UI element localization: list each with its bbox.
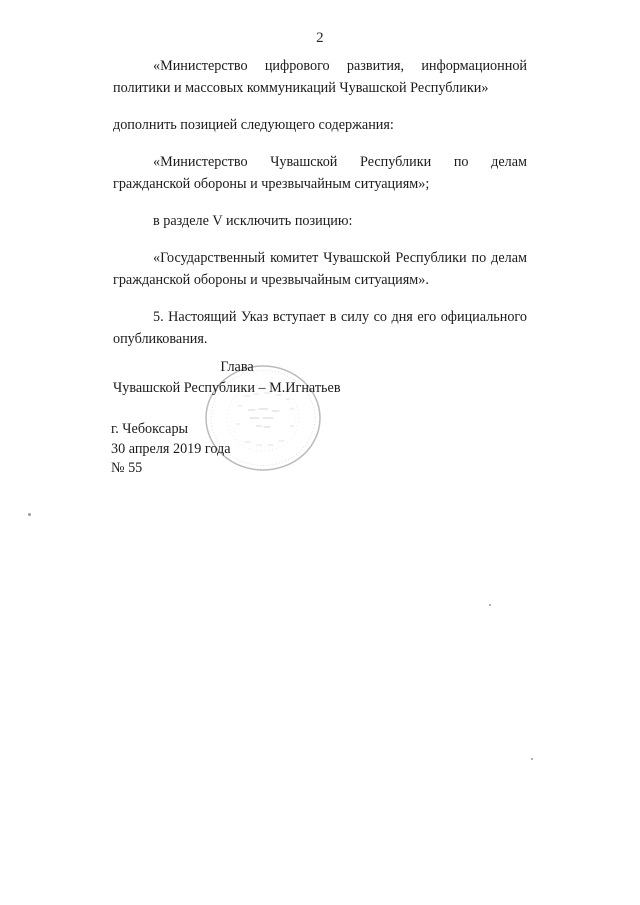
paragraph-state-committee: «Государственный комитет Чувашской Республики по делам гражданской обороны и чрезвычайным ситуациям».	[113, 250, 527, 288]
paragraph-spacer	[113, 136, 527, 151]
paragraph-effective-date-clause: 5. Настоящий Указ вступает в силу со дня его официального опубликования.	[113, 309, 527, 347]
paragraph-spacer	[113, 291, 527, 306]
scan-speckle-2	[489, 604, 491, 606]
imprint-date: 30 апреля 2019 года	[111, 440, 231, 457]
document-imprint	[111, 420, 231, 479]
page-number: 2	[316, 30, 324, 46]
paragraph-ministry-digital-development: «Министерство цифрового развития, информационной политики и массовых коммуникаций Чувашской Республики»	[113, 58, 527, 96]
imprint-number: № 55	[111, 460, 143, 476]
document-body	[113, 55, 527, 350]
signatory-role-line-1: Глава	[220, 359, 254, 375]
signatory-role-line-2: Чувашской Республики – М.Игнатьев	[113, 380, 341, 396]
paragraph-section-v-exclusion: в разделе V исключить позицию:	[153, 213, 353, 229]
paragraph-spacer	[113, 195, 527, 210]
imprint-city: г. Чебоксары	[111, 421, 189, 437]
paragraph-spacer	[113, 232, 527, 247]
paragraph-spacer	[113, 99, 527, 114]
scan-speckle-1	[28, 513, 31, 516]
paragraph-ministry-civil-defense: «Министерство Чувашской Республики по делам гражданской обороны и чрезвычайным ситуациям»;	[113, 154, 527, 192]
paragraph-supplement-instruction: дополнить позицией следующего содержания:	[113, 117, 394, 133]
signature-block	[113, 357, 413, 399]
scan-speckle-3	[531, 758, 533, 760]
